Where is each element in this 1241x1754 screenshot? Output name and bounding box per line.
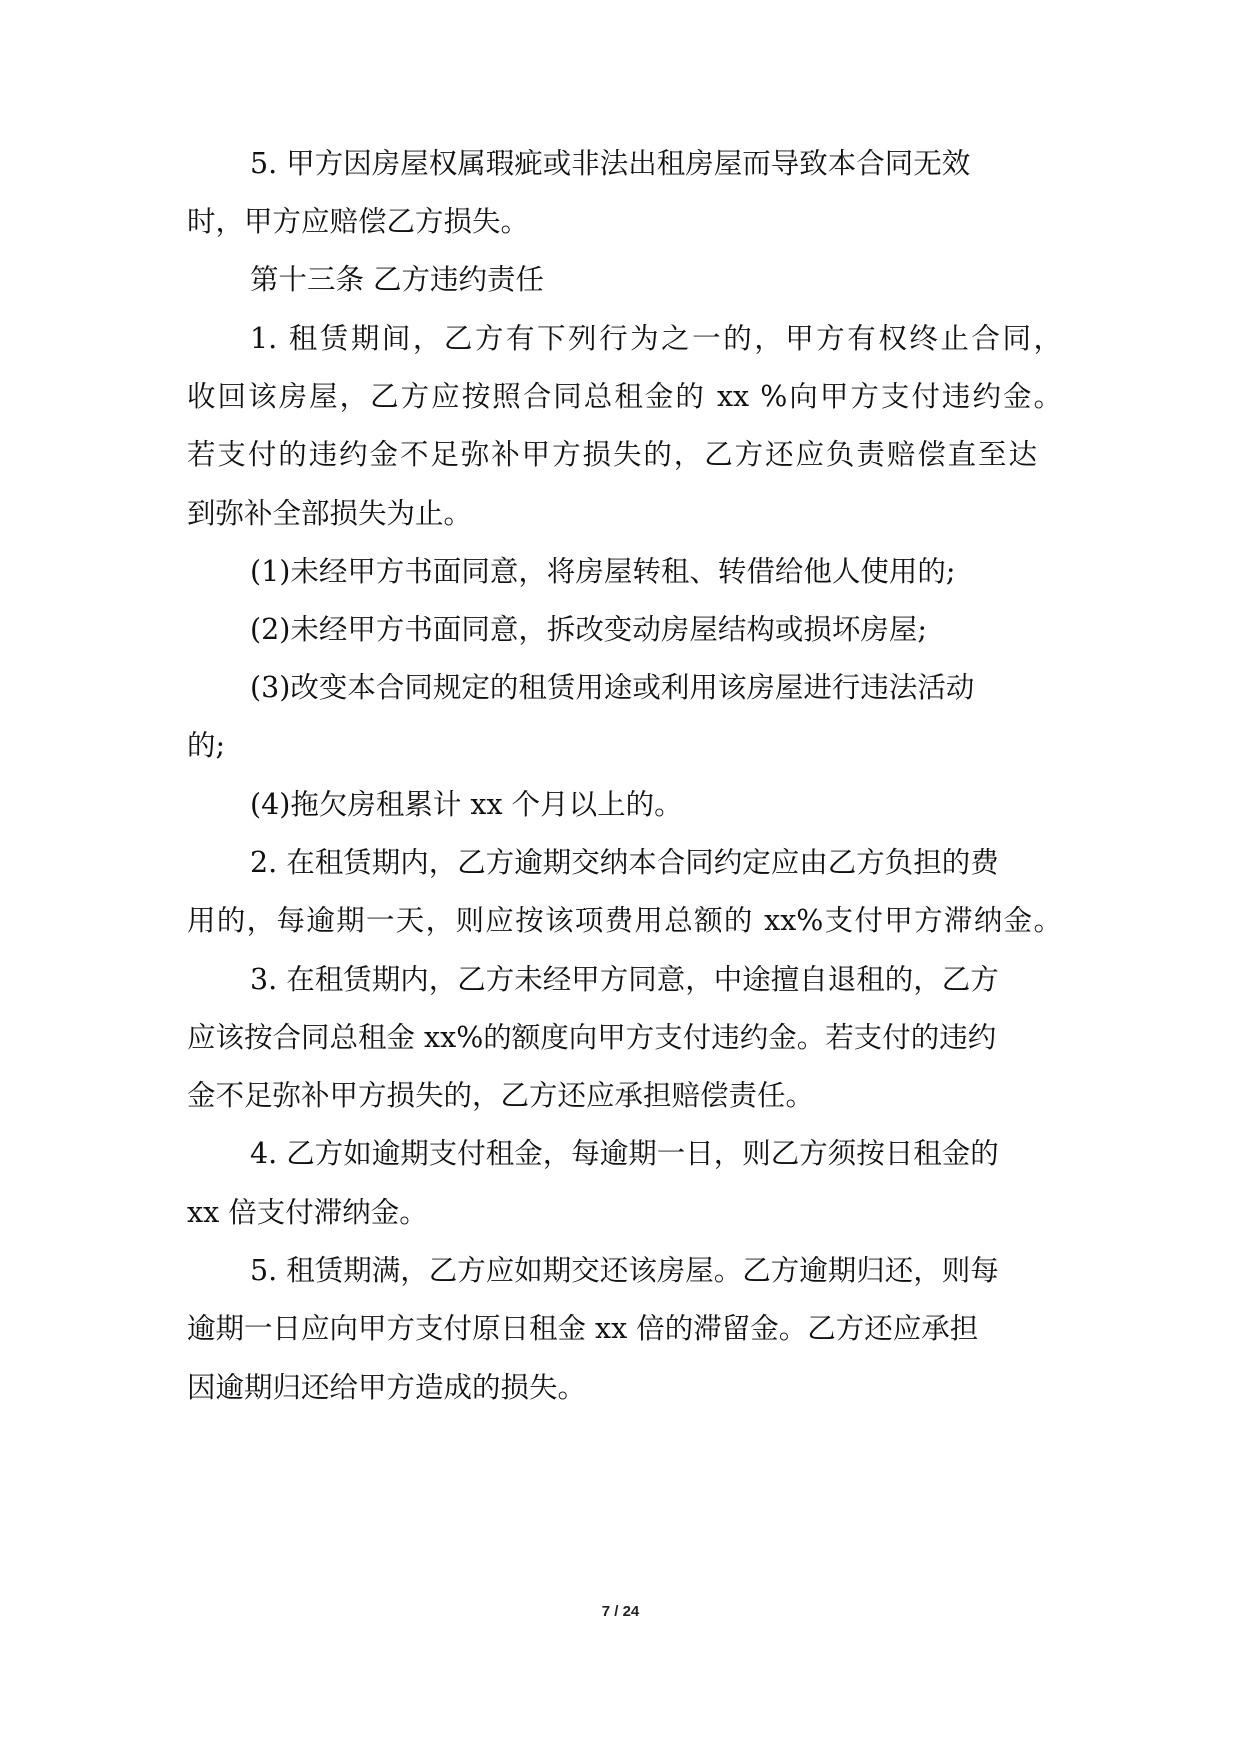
paragraph-line: 4. 乙方如逾期支付租金，每逾期一日，则乙方须按日租金的 [250, 1137, 999, 1170]
paragraph-line: 若支付的违约金不足弥补甲方损失的，乙方还应负责赔偿直至达 [187, 438, 1037, 471]
paragraph-line: 时，甲方应赔偿乙方损失。 [187, 205, 530, 238]
list-item: (4)拖欠房租累计 xx 个月以上的。 [250, 788, 683, 821]
list-item: (3)改变本合同规定的租赁用途或利用该房屋进行违法活动 [250, 671, 975, 704]
paragraph-line: 用的，每逾期一天，则应按该项费用总额的 xx%支付甲方滞纳金。 [187, 904, 1062, 937]
paragraph-line: 金不足弥补甲方损失的，乙方还应承担赔偿责任。 [187, 1079, 815, 1112]
paragraph-line: 逾期一日应向甲方支付原日租金 xx 倍的滞留金。乙方还应承担 [187, 1312, 979, 1345]
paragraph-line: 到弥补全部损失为止。 [187, 497, 473, 530]
paragraph-line: xx 倍支付滞纳金。 [187, 1196, 428, 1229]
paragraph-line: 5. 甲方因房屋权属瑕疵或非法出租房屋而导致本合同无效 [250, 147, 971, 180]
paragraph-line: 应该按合同总租金 xx%的额度向甲方支付违约金。若支付的违约 [187, 1021, 997, 1054]
paragraph-line: 3. 在租赁期内，乙方未经甲方同意，中途擅自退租的，乙方 [250, 963, 999, 996]
paragraph-line: 2. 在租赁期内，乙方逾期交纳本合同约定应由乙方负担的费 [250, 846, 999, 879]
page-number: 7 / 24 [601, 1603, 640, 1620]
list-item: (2)未经甲方书面同意，拆改变动房屋结构或损坏房屋; [250, 613, 927, 646]
paragraph-line: 5. 租赁期满，乙方应如期交还该房屋。乙方逾期归还，则每 [250, 1254, 999, 1287]
article-heading: 第十三条 乙方违约责任 [250, 263, 545, 296]
paragraph-line: 因逾期归还给甲方造成的损失。 [187, 1371, 587, 1404]
paragraph-line: 收回该房屋，乙方应按照合同总租金的 xx %向甲方支付违约金。 [187, 380, 1062, 413]
paragraph-line: 1. 租赁期间，乙方有下列行为之一的，甲方有权终止合同， [250, 322, 1062, 355]
list-item-continuation: 的; [187, 729, 226, 762]
list-item: (1)未经甲方书面同意，将房屋转租、转借给他人使用的; [250, 555, 956, 588]
